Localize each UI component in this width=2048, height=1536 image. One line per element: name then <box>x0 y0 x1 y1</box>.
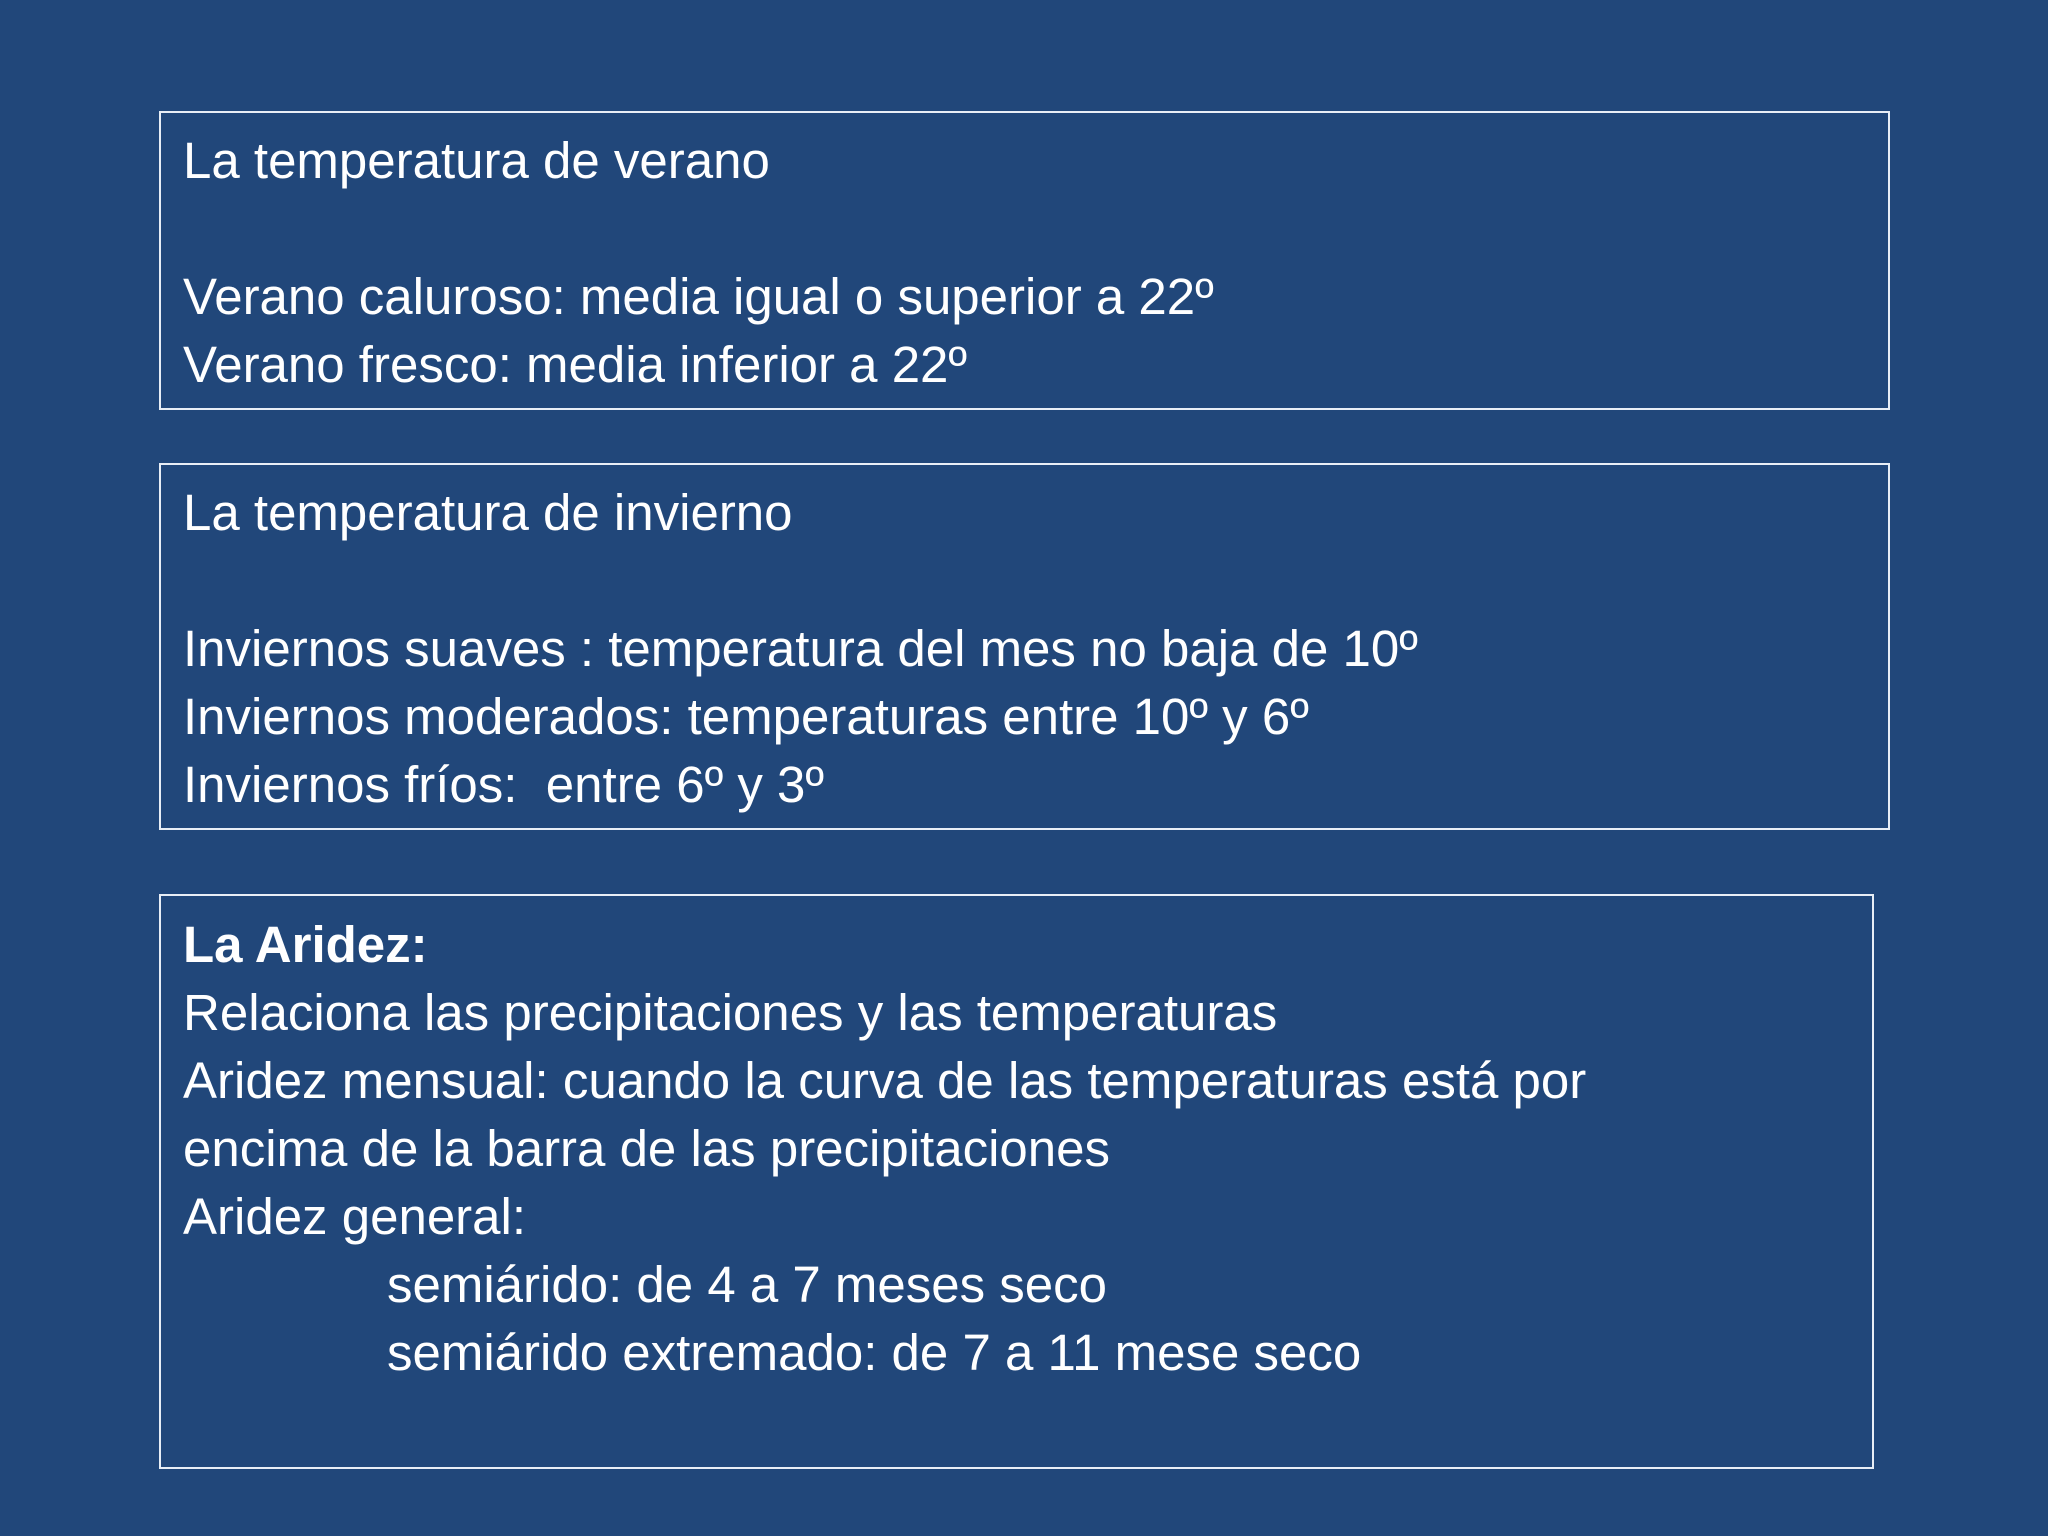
spacer <box>183 547 1888 615</box>
winter-temperature-title: La temperatura de invierno <box>183 484 793 541</box>
semiarid-item: semiárido: de 4 a 7 meses seco <box>387 1256 1108 1313</box>
monthly-aridity-line-continued: encima de la barra de las precipitaciones <box>183 1120 1111 1177</box>
general-aridity-line: Aridez general: <box>183 1188 527 1245</box>
aridity-relation-line: Relaciona las precipitaciones y las temperaturas <box>183 984 1278 1041</box>
spacer <box>183 195 1888 263</box>
monthly-aridity-line: Aridez mensual: cuando la curva de las temperaturas está por <box>183 1052 1587 1109</box>
moderate-winter-line: Inviernos moderados: temperaturas entre 10º y 6º <box>183 688 1309 745</box>
cool-summer-line: Verano fresco: media inferior a 22º <box>183 336 968 393</box>
aridity-box <box>159 894 1874 1469</box>
cold-winter-line: Inviernos fríos: entre 6º y 3º <box>183 756 825 813</box>
hot-summer-line: Verano caluroso: media igual o superior a 22º <box>183 268 1214 325</box>
summer-temperature-box <box>159 111 1890 410</box>
winter-temperature-box <box>159 463 1890 830</box>
extreme-semiarid-item: semiárido extremado: de 7 a 11 mese seco <box>387 1324 1362 1381</box>
summer-temperature-title: La temperatura de verano <box>183 132 770 189</box>
aridity-title: La Aridez: <box>183 916 428 973</box>
mild-winter-line: Inviernos suaves : temperatura del mes no baja de 10º <box>183 620 1418 677</box>
